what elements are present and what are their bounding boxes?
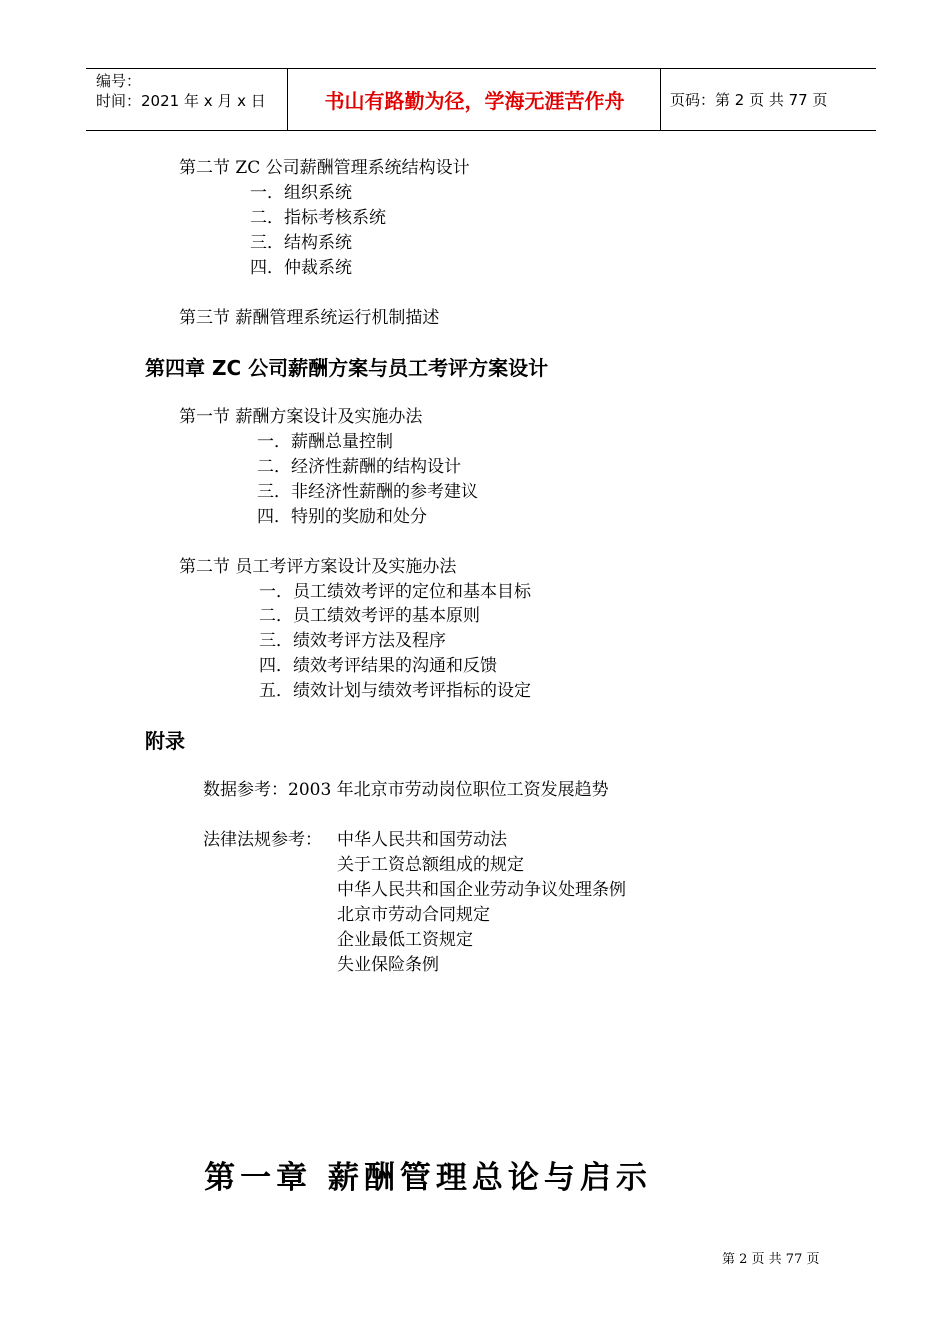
law-item: 失业保险条例	[337, 955, 439, 975]
data-reference: 数据参考：2003 年北京市劳动岗位职位工资发展趋势	[203, 780, 609, 800]
header-page-info: 页码：第 2 页 共 77 页	[670, 91, 828, 109]
list-item: 二．员工绩效考评的基本原则	[259, 606, 480, 626]
list-item: 四．特别的奖励和处分	[257, 507, 427, 527]
chapter-heading: 第四章 ZC 公司薪酬方案与员工考评方案设计	[145, 356, 549, 380]
list-item: 四．仲裁系统	[250, 258, 352, 278]
list-item: 二．指标考核系统	[250, 208, 386, 228]
law-item: 中华人民共和国劳动法	[337, 830, 507, 850]
number-label: 编号：	[96, 72, 142, 90]
section-title: 第二节 员工考评方案设计及实施办法	[179, 557, 457, 577]
list-item: 三．非经济性薪酬的参考建议	[257, 482, 478, 502]
page-header	[86, 68, 876, 131]
law-item: 中华人民共和国企业劳动争议处理条例	[337, 880, 626, 900]
list-item: 三．绩效考评方法及程序	[259, 631, 446, 651]
list-item: 五．绩效计划与绩效考评指标的设定	[259, 681, 531, 701]
chapter1-title: 第一章 薪酬管理总论与启示	[204, 1160, 652, 1196]
list-item: 一．薪酬总量控制	[257, 432, 393, 452]
section-title: 第三节 薪酬管理系统运行机制描述	[179, 308, 440, 328]
page-footer: 第 2 页 共 77 页	[722, 1252, 820, 1267]
list-item: 三．结构系统	[250, 233, 352, 253]
list-item: 一．组织系统	[250, 183, 352, 203]
list-item: 二．经济性薪酬的结构设计	[257, 457, 461, 477]
law-item: 关于工资总额组成的规定	[337, 855, 524, 875]
law-item: 北京市劳动合同规定	[337, 905, 490, 925]
list-item: 一．员工绩效考评的定位和基本目标	[259, 582, 531, 602]
header-meta	[96, 71, 266, 111]
header-motto: 书山有路勤为径，学海无涯苦作舟	[324, 89, 625, 113]
appendix-heading: 附录	[145, 729, 185, 753]
section-title: 第二节 ZC 公司薪酬管理系统结构设计	[179, 158, 470, 178]
header-divider	[660, 69, 661, 130]
law-item: 企业最低工资规定	[337, 930, 473, 950]
law-label: 法律法规参考：	[203, 830, 322, 850]
list-item: 四．绩效考评结果的沟通和反馈	[259, 656, 497, 676]
section-title: 第一节 薪酬方案设计及实施办法	[179, 407, 423, 427]
time-label: 时间：2021 年 x 月 x 日	[96, 92, 266, 110]
